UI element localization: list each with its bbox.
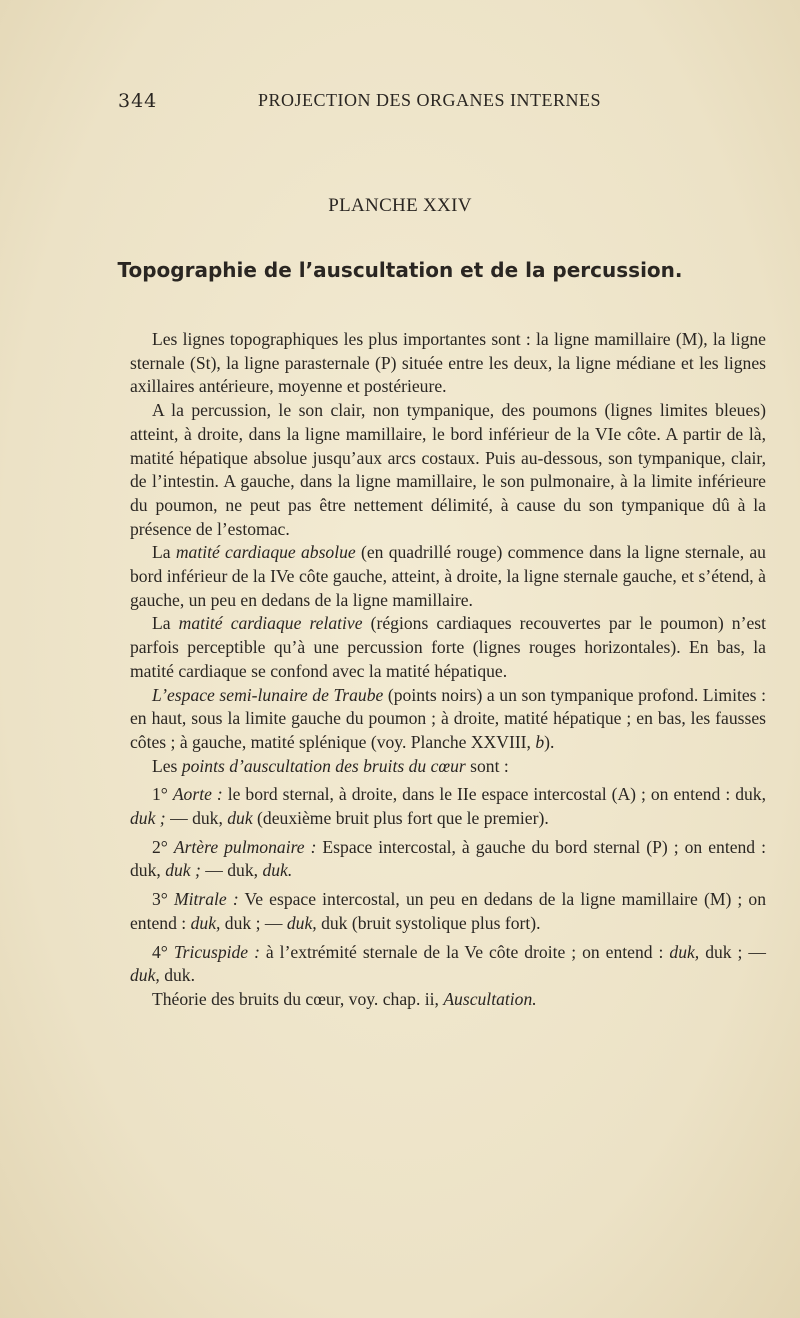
paragraph-points-auscultation <box>130 755 766 779</box>
emphasis: Artère pulmonaire : <box>173 836 317 857</box>
section-title: Topographie de l’auscultation et de la percussion. <box>117 258 683 282</box>
paragraph-traube <box>130 684 766 755</box>
list-number: 4° <box>152 941 174 962</box>
emphasis: duk, <box>669 941 700 962</box>
running-title: PROJECTION DES ORGANES INTERNES <box>258 90 602 110</box>
emphasis: b <box>535 731 545 752</box>
paragraph-aorte <box>130 783 766 830</box>
paragraph-matite-relative <box>130 612 766 683</box>
text-run: (en quadrillé rouge) commence dans la ligne sternale, au bord inférieur de la IVe côte gauche, atteint, à droite, la ligne sternale gauche, et s’étend, à gauche, un peu en dedans de la ligne mamillaire. <box>130 542 766 610</box>
text-run: ). <box>544 731 555 752</box>
emphasis: duk. <box>262 860 293 881</box>
text-run: — duk, <box>165 808 228 829</box>
emphasis: duk, <box>130 965 160 986</box>
text-run: — duk, <box>200 860 263 881</box>
list-number: 2° <box>152 836 174 857</box>
paragraph-lignes: Les lignes topographiques les plus importantes sont : la ligne mamillaire (M), la ligne sternale (St), la ligne parasternale (P) située entre les deux, la ligne médiane et les lignes axillaires antérieure, moyenne et postérieure. <box>130 329 766 397</box>
running-header <box>118 90 754 120</box>
emphasis: duk ; <box>130 808 166 829</box>
text-run: à l’extrémité sternale de la Ve côte droite ; on entend : <box>259 941 670 962</box>
plate-title: PLANCHE XXIV <box>328 195 472 216</box>
emphasis: L’espace semi-lunaire de Traube <box>152 684 384 705</box>
text-run: La <box>152 542 176 563</box>
paragraph-matite-absolue <box>130 541 766 612</box>
text-run: (points noirs) a un son tympanique profond. Limites : en haut, sous la limite gauche du poumon ; à droite, matité hépatique ; en bas, les fausses côtes ; à gauche, matité splénique (voy. Planche XXVIII, <box>130 684 766 752</box>
text-run: duk. <box>159 965 195 986</box>
text-run: le bord sternal, à droite, dans le IIe espace intercostal (A) ; on entend : duk, <box>222 784 766 805</box>
text-run: Théorie des bruits du cœur, voy. chap. ii, <box>152 988 444 1009</box>
text-run: duk ; — <box>699 941 767 962</box>
paragraph-mitrale <box>130 888 766 935</box>
text-run: Espace intercostal, à gauche du bord sternal (P) ; on entend : duk, <box>130 836 766 881</box>
emphasis: Tricuspide : <box>173 941 260 962</box>
text-run: Ve espace intercostal, un peu en dedans de la ligne mamillaire (M) ; on entend : <box>130 889 767 933</box>
text-run: duk ; — <box>220 912 287 933</box>
emphasis: duk <box>227 808 253 829</box>
paragraph-percussion: A la percussion, le son clair, non tympanique, des poumons (lignes limites bleues) atteint, à droite, dans la ligne mamillaire, le bord inférieur de la VIe côte. A partir de là, matité hépatique absolue jusqu’aux arcs costaux. Puis au-dessous, son tympanique, clair, de l’intestin. A gauche, dans la ligne mamillaire, le son pulmonaire, à la limite inférieure du poumon, ne peut pas être nettement délimité, à cause du son tympanique dû à la présence de l’estomac. <box>130 400 766 539</box>
emphasis: Auscultation. <box>443 988 537 1009</box>
emphasis: matité cardiaque relative <box>178 613 363 634</box>
paragraph-tricuspide <box>130 941 766 988</box>
list-number: 3° <box>152 889 174 910</box>
emphasis: matité cardiaque absolue <box>175 542 356 563</box>
list-number: 1° <box>152 784 173 805</box>
text-run: (deuxième bruit plus fort que le premier). <box>252 808 549 829</box>
emphasis: duk ; <box>165 860 201 881</box>
text-run: sont : <box>465 755 509 776</box>
body-text <box>130 328 766 1012</box>
text-run: duk (bruit systolique plus fort). <box>316 912 541 933</box>
text-run: La <box>152 613 179 634</box>
emphasis: duk, <box>190 912 221 933</box>
emphasis: points d’auscultation des bruits du cœur <box>181 755 466 776</box>
emphasis: Aorte : <box>172 784 223 805</box>
text-run: Les <box>152 755 182 776</box>
paragraph-theorie <box>130 988 766 1012</box>
text-run: (régions cardiaques recouvertes par le poumon) n’est parfois perceptible qu’à une percussion forte (lignes rouges horizontales). En bas, la matité cardiaque se confond avec la matité hépatique. <box>130 613 766 681</box>
emphasis: Mitrale : <box>173 889 239 910</box>
page-number: 344 <box>118 90 158 112</box>
emphasis: duk, <box>286 912 317 933</box>
paragraph-artere-pulmonaire <box>130 836 766 883</box>
